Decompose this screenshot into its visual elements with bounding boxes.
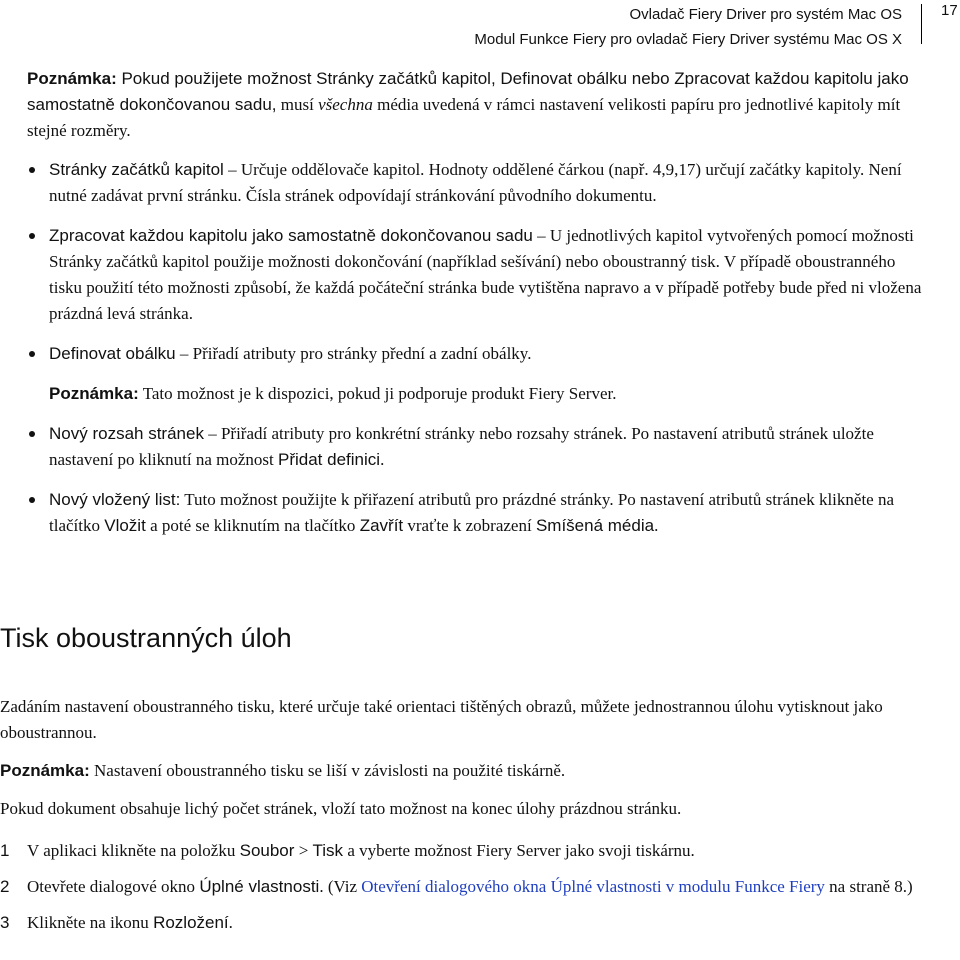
step-text: Klikněte na ikonu [27,913,154,932]
ui-reference: Smíšená média [535,516,655,535]
option-term: Stránky začátků kapitol [49,160,224,179]
ui-reference: Vložit [104,516,146,535]
option-desc: Tuto možnost použijte k přiřazení atributů pro prázdné stránky. Po nastavení atributů stránek klikněte na tlačítko [49,490,895,535]
note-text: Pokud použijete možnost Stránky začátků kapitol, Definovat obálku nebo Zpracovat každou kapitolu jako samostatně dokončovanou sadu, [27,69,909,114]
note-label: Poznámka: [0,761,90,780]
ui-reference: Úplné vlastnosti [199,877,320,896]
note-text: musí [276,95,319,114]
option-term: Zpracovat každou kapitolu jako samostatně dokončovanou sadu [49,226,533,245]
option-desc: – Přiřadí atributy pro stránky přední a zadní obálky. [175,344,532,363]
note-text: Tato možnost je k dispozici, pokud ji podporuje produkt Fiery Server. [138,384,617,403]
section-note [0,758,945,784]
step-number: 1 [0,841,10,860]
option-desc: vraťte k zobrazení [403,516,536,535]
note-text: média uvedená v rámci nastavení velikosti papíru pro jednotlivé kapitoly mít stejné rozměry. [27,95,901,140]
step-list [0,838,945,936]
header-divider [921,4,922,44]
step-text: . [228,913,233,932]
header-title: Ovladač Fiery Driver pro systém Mac OS [629,6,902,23]
top-note [27,66,932,144]
step-text: a vyberte možnost Fiery Server jako svoji tiskárnu. [343,841,695,860]
inner-note [49,381,932,407]
list-item [27,487,932,539]
option-desc: . [380,450,385,469]
step-item [0,910,945,936]
note-label: Poznámka: [49,384,139,403]
step-number: 2 [0,877,10,896]
list-item [27,421,932,473]
page-header [474,2,902,52]
step-text: na straně 8.) [824,877,913,896]
option-desc: – U jednotlivých kapitol vytvořených pomocí možnosti Stránky začátků kapitol použije možnosti dokončování (například sešívání) nebo oboustranný tisk. V případě oboustranného tisku použití této možnosti způsobí, že každá počáteční stránka bude vytištěna napravo a v případě potřeby bude před ni vložena prázdná levá stránka. [49,226,922,323]
step-number: 3 [0,913,10,932]
section-paragraph: Pokud dokument obsahuje lichý počet stránek, vloží tato možnost na konec úlohy prázdnou stránku. [0,799,682,818]
step-text: . (Viz [319,877,362,896]
ui-reference: Tisk [312,841,344,860]
ui-reference: Soubor [239,841,295,860]
step-text: V aplikaci klikněte na položku [27,841,240,860]
option-term: Definovat obálku [49,344,176,363]
cross-reference-link[interactable]: Otevření dialogového okna Úplné vlastnosti v modulu Funkce Fiery [361,877,825,896]
note-emphasis: všechna [318,95,373,114]
option-list [27,157,932,539]
ui-reference: Zavřít [359,516,404,535]
page-number: 17 [941,2,958,19]
option-desc: – Přiřadí atributy pro konkrétní stránky nebo rozsahy stránek. Po nastavení atributů stránek uložte nastavení po kliknutí na možnost [49,424,874,469]
header-subtitle: Modul Funkce Fiery pro ovladač Fiery Driver systému Mac OS X [474,31,902,48]
section-body [0,694,945,822]
ui-reference: Rozložení [153,913,229,932]
list-item [27,157,932,209]
option-term: Nový rozsah stránek [49,424,204,443]
note-text: Nastavení oboustranného tisku se liší v závislosti na použité tiskárně. [89,761,566,780]
option-term: Nový vložený list: [49,490,181,509]
section-title: Tisk oboustranných úloh [0,623,292,653]
note-label: Poznámka: [27,69,117,88]
option-desc: – Určuje oddělovače kapitol. Hodnoty oddělené čárkou (např. 4,9,17) určují začátky kapitoly. Není nutné zadávat první stránku. Čísla stránek odpovídají stránkování původního dokumentu. [49,160,902,205]
list-item [27,341,932,407]
step-text: > [294,841,313,860]
option-desc: a poté se kliknutím na tlačítko [145,516,360,535]
step-item [0,838,945,864]
step-item [0,874,945,900]
step-text: Otevřete dialogové okno [27,877,200,896]
ui-reference: Přidat definici [278,450,381,469]
list-item [27,223,932,327]
option-desc: . [654,516,659,535]
section-intro: Zadáním nastavení oboustranného tisku, které určuje také orientaci tištěných obrazů, můžete jednostrannou úlohu vytisknout jako oboustrannou. [0,697,883,742]
